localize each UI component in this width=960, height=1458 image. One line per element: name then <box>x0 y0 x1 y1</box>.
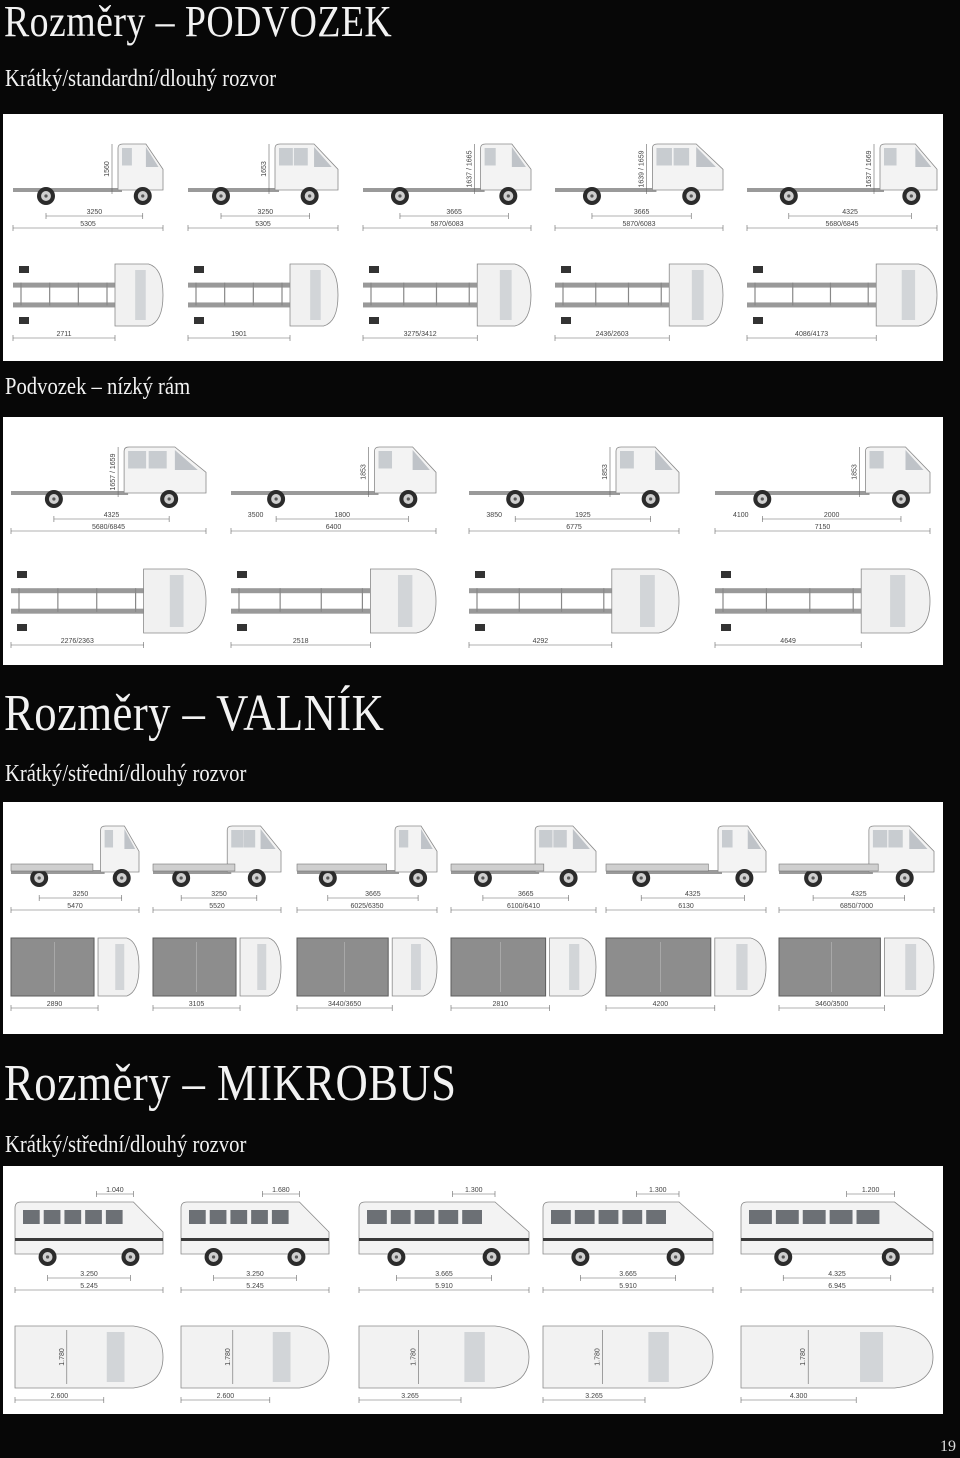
side-view-drawing <box>231 447 436 534</box>
minibus-roof-icon <box>543 1326 713 1388</box>
length-dimension-label: 5.245 <box>80 1283 98 1290</box>
width-dimension-label: 3.265 <box>401 1393 419 1400</box>
interior-width-label: 1.780 <box>594 1348 602 1366</box>
width-dimension-label: 3105 <box>188 1001 205 1008</box>
chassis-rail <box>747 302 876 307</box>
chassis-rail <box>13 283 115 288</box>
wheelbase2-dimension-label: 3500 <box>247 512 264 519</box>
wheelbase-dimension-label: 4.325 <box>828 1271 846 1278</box>
wheelbase-dimension-label: 3665 <box>365 891 381 898</box>
wheelbase-dimension-label: 3.250 <box>80 1271 98 1278</box>
chassis-frame <box>747 188 884 192</box>
top-view-drawing <box>11 569 206 648</box>
flatbed-side-icon <box>451 864 544 871</box>
chassis-rail <box>715 588 861 593</box>
length-dimension-label: 5470 <box>67 903 83 910</box>
chassis-rail <box>469 609 612 614</box>
minibus-roof-icon <box>181 1326 329 1388</box>
height-dimension-label: 1.300 <box>464 1187 483 1194</box>
wheelbase-dimension-label: 1800 <box>334 512 351 519</box>
side-view-drawing <box>747 144 937 231</box>
wheel-icon <box>19 266 29 273</box>
section-subtitle-podvozek: Krátký/standardní/dlouhý rozvor <box>5 66 277 92</box>
wheelbase-dimension-label: 1925 <box>575 512 591 519</box>
side-view-drawing <box>606 826 766 913</box>
length-dimension-label: 5870/6083 <box>430 221 464 228</box>
length-dimension-label: 6850/7000 <box>839 903 874 910</box>
minibus-top-drawing <box>181 1326 329 1403</box>
minibus-top-drawing <box>15 1326 163 1403</box>
chassis-rail <box>469 588 612 593</box>
interior-width-label: 1.780 <box>58 1348 66 1366</box>
nizky-ram-figure <box>3 417 943 665</box>
wheelbase-dimension-label: 3250 <box>257 209 274 216</box>
chassis-frame <box>13 188 122 192</box>
mikrobus-figure <box>3 1166 943 1414</box>
wheelbase-dimension-label: 4325 <box>842 209 858 216</box>
width-dimension-label: 4.300 <box>789 1393 808 1400</box>
wheel-icon <box>721 571 731 578</box>
width-dimension-label: 1901 <box>231 331 247 338</box>
minibus-top-drawing <box>359 1326 529 1403</box>
wheel-icon <box>17 624 27 631</box>
section-title-podvozek: Rozměry – PODVOZEK <box>4 0 393 46</box>
side-view-drawing <box>363 144 531 231</box>
flatbed-side-icon <box>297 864 387 871</box>
height-dimension-label: 1.200 <box>861 1187 880 1194</box>
wheel-icon <box>753 317 763 324</box>
flatbed-platform <box>11 938 94 996</box>
width-dimension-label: 2711 <box>56 331 72 338</box>
minibus-top-drawing <box>543 1326 713 1403</box>
minibus-body-icon <box>181 1202 329 1254</box>
chassis-rail <box>231 609 370 614</box>
chassis-rail <box>747 283 876 288</box>
length-dimension-label: 6130 <box>678 903 694 910</box>
length-dimension-label: 5680/6845 <box>825 221 859 228</box>
wheelbase-dimension-label: 3665 <box>517 891 534 898</box>
minibus-roof-icon <box>359 1326 529 1388</box>
interior-width-label: 1.780 <box>224 1348 232 1366</box>
wheelbase-dimension-label: 3250 <box>86 209 103 216</box>
side-view-drawing <box>11 447 206 534</box>
minibus-roof-icon <box>741 1326 933 1388</box>
top-view-drawing <box>715 569 930 648</box>
length-dimension-label: 6775 <box>566 524 582 531</box>
chassis-frame <box>363 188 485 192</box>
chassis-rail <box>11 609 144 614</box>
wheelbase-dimension-label: 3.665 <box>435 1271 453 1278</box>
length-dimension-label: 5305 <box>80 221 96 228</box>
top-view-drawing <box>555 264 723 341</box>
side-view-drawing <box>715 447 930 534</box>
chassis-rail <box>188 283 290 288</box>
minibus-side-drawing <box>181 1187 329 1293</box>
width-dimension-label: 3.265 <box>585 1393 603 1400</box>
side-view-drawing <box>188 144 338 231</box>
height-dimension-label: 1560 <box>104 161 111 177</box>
wheelbase-dimension-label: 4325 <box>685 891 701 898</box>
width-dimension-label: 2.600 <box>216 1393 235 1400</box>
length-dimension-label: 6.945 <box>828 1283 846 1290</box>
length-dimension-label: 5.910 <box>619 1283 637 1290</box>
height-dimension-label: 1639 / 1659 <box>638 150 646 188</box>
flatbed-platform <box>297 938 388 996</box>
chassis-rail <box>188 302 290 307</box>
chassis-rail <box>363 283 477 288</box>
length-dimension-label: 5870/6083 <box>622 221 656 228</box>
wheel-icon <box>561 266 571 273</box>
top-view-drawing <box>231 569 436 648</box>
height-dimension-label: 1657 / 1659 <box>110 453 118 491</box>
section-title-mikrobus: Rozměry – MIKROBUS <box>4 1055 457 1112</box>
side-view-drawing <box>153 826 281 913</box>
top-view-drawing <box>13 264 163 341</box>
minibus-body-icon <box>543 1202 713 1254</box>
width-dimension-label: 4292 <box>532 638 549 645</box>
minibus-body-icon <box>741 1202 933 1254</box>
flatbed-side-icon <box>606 864 708 871</box>
wheelbase-dimension-label: 2000 <box>823 512 840 519</box>
length-dimension-label: 6100/6410 <box>506 903 541 910</box>
side-view-drawing <box>779 826 934 913</box>
side-view-drawing <box>469 447 679 534</box>
length-dimension-label: 5305 <box>255 221 271 228</box>
flatbed-side-icon <box>153 864 235 871</box>
top-view-drawing <box>451 938 596 1011</box>
width-dimension-label: 2890 <box>46 1001 63 1008</box>
length-dimension-label: 6400 <box>325 524 342 531</box>
interior-width-label: 1.780 <box>800 1348 808 1366</box>
chassis-rail <box>13 302 115 307</box>
side-view-drawing <box>451 826 596 913</box>
height-dimension-label: 1853 <box>360 464 368 480</box>
wheel-icon <box>475 624 485 631</box>
minibus-side-drawing <box>543 1187 713 1293</box>
valnik-figure-panel <box>3 802 943 1034</box>
wheel-icon <box>237 624 247 631</box>
wheelbase-dimension-label: 4325 <box>103 512 120 519</box>
wheelbase-dimension-label: 3665 <box>633 209 650 216</box>
width-dimension-label: 3275/3412 <box>403 331 437 338</box>
width-dimension-label: 2518 <box>292 638 309 645</box>
width-dimension-label: 2.600 <box>50 1393 69 1400</box>
chassis-frame <box>11 491 128 495</box>
length-dimension-label: 5680/6845 <box>91 524 126 531</box>
wheel-icon <box>753 266 763 273</box>
minibus-top-drawing <box>741 1326 933 1403</box>
width-dimension-label: 2810 <box>492 1001 509 1008</box>
width-dimension-label: 2276/2363 <box>60 638 94 645</box>
top-view-drawing <box>779 938 934 1011</box>
wheelbase-dimension-label: 3.665 <box>619 1271 637 1278</box>
top-view-drawing <box>11 938 139 1011</box>
top-view-drawing <box>469 569 679 648</box>
wheelbase-dimension-label: 3.250 <box>246 1271 264 1278</box>
height-dimension-label: 1.300 <box>648 1187 667 1194</box>
wheel-icon <box>237 571 247 578</box>
section-subtitle-mikrobus: Krátký/střední/dlouhý rozvor <box>5 1132 247 1158</box>
flatbed-side-icon <box>11 864 93 871</box>
chassis-rail <box>715 609 861 614</box>
wheel-icon <box>561 317 571 324</box>
width-dimension-label: 2436/2603 <box>595 331 629 338</box>
wheel-icon <box>721 624 731 631</box>
height-dimension-label: 1653 <box>261 161 268 177</box>
height-dimension-label: 1853 <box>851 464 859 480</box>
mikrobus-figure-panel <box>3 1166 943 1414</box>
minibus-body-icon <box>359 1202 529 1254</box>
side-view-drawing <box>11 826 139 913</box>
length-dimension-label: 5.910 <box>435 1283 453 1290</box>
wheel-icon <box>17 571 27 578</box>
width-dimension-label: 4086/4173 <box>795 331 829 338</box>
top-view-drawing <box>297 938 437 1011</box>
height-dimension-label: 1853 <box>602 464 609 480</box>
wheelbase2-dimension-label: 4100 <box>733 512 749 519</box>
chassis-frame <box>715 491 870 495</box>
height-dimension-label: 1637 / 1669 <box>866 150 873 188</box>
side-view-drawing <box>555 144 723 231</box>
section-subtitle-valnik: Krátký/střední/dlouhý rozvor <box>5 761 247 787</box>
flatbed-platform <box>451 938 546 996</box>
top-view-drawing <box>747 264 937 341</box>
length-dimension-label: 6025/6350 <box>350 903 384 910</box>
minibus-side-drawing <box>741 1187 933 1293</box>
interior-width-label: 1.780 <box>410 1348 418 1366</box>
minibus-body-icon <box>15 1202 163 1254</box>
wheel-icon <box>475 571 485 578</box>
flatbed-platform <box>779 938 880 996</box>
wheel-icon <box>19 317 29 324</box>
width-dimension-label: 3440/3650 <box>328 1001 362 1008</box>
chassis-frame <box>231 491 379 495</box>
wheelbase-dimension-label: 4325 <box>851 891 867 898</box>
top-view-drawing <box>188 264 338 341</box>
chassis-rail <box>11 588 144 593</box>
wheelbase-dimension-label: 3665 <box>446 209 462 216</box>
side-view-drawing <box>13 144 163 231</box>
width-dimension-label: 3460/3500 <box>815 1001 849 1008</box>
section-title-nizky-ram: Podvozek – nízký rám <box>5 374 191 400</box>
top-view-drawing <box>606 938 766 1011</box>
wheelbase-dimension-label: 3250 <box>211 891 227 898</box>
length-dimension-label: 5520 <box>209 903 225 910</box>
top-view-drawing <box>153 938 281 1011</box>
podvozek-figure <box>3 114 943 361</box>
height-dimension-label: 1.040 <box>106 1187 124 1194</box>
page-number: 19 <box>940 1438 956 1455</box>
flatbed-platform <box>153 938 236 996</box>
wheel-icon <box>194 317 204 324</box>
flatbed-platform <box>606 938 711 996</box>
wheel-icon <box>369 266 379 273</box>
chassis-rail <box>231 588 370 593</box>
minibus-side-drawing <box>359 1187 529 1293</box>
wheel-icon <box>194 266 204 273</box>
nizky-ram-figure-panel <box>3 417 943 665</box>
chassis-frame <box>188 188 279 192</box>
minibus-side-drawing <box>15 1187 163 1293</box>
height-dimension-label: 1.680 <box>272 1187 290 1194</box>
height-dimension-label: 1637 / 1665 <box>466 150 474 188</box>
podvozek-figure-panel <box>3 114 943 361</box>
valnik-figure <box>3 802 943 1034</box>
chassis-rail <box>555 283 669 288</box>
wheel-icon <box>369 317 379 324</box>
length-dimension-label: 5.245 <box>246 1283 264 1290</box>
section-title-valnik: Rozměry – VALNÍK <box>4 685 385 742</box>
side-view-drawing <box>297 826 437 913</box>
wheelbase2-dimension-label: 3850 <box>486 512 502 519</box>
chassis-frame <box>555 188 656 192</box>
minibus-roof-icon <box>15 1326 163 1388</box>
chassis-rail <box>555 302 669 307</box>
chassis-rail <box>363 302 477 307</box>
width-dimension-label: 4200 <box>652 1001 669 1008</box>
flatbed-side-icon <box>779 864 878 871</box>
width-dimension-label: 4649 <box>780 638 796 645</box>
top-view-drawing <box>363 264 531 341</box>
wheelbase-dimension-label: 3250 <box>72 891 89 898</box>
length-dimension-label: 7150 <box>814 524 831 531</box>
chassis-frame <box>469 491 620 495</box>
